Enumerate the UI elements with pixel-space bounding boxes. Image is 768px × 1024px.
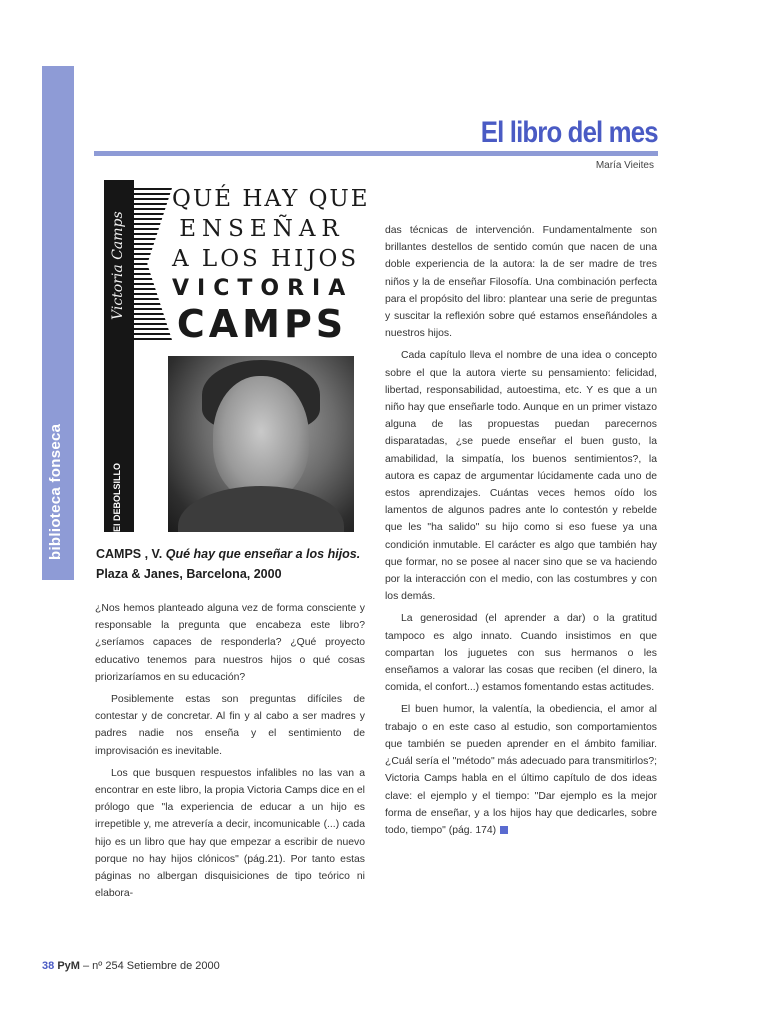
book-caption — [96, 544, 376, 584]
paragraph — [385, 701, 657, 839]
article-author: María Vieites — [595, 160, 654, 171]
caption-title: Qué hay que enseñar a los hijos. — [165, 547, 361, 561]
cover-title-line-3: A LOS HIJOS — [172, 246, 360, 272]
cover-title-line-1: QUÉ HAY QUE — [172, 186, 370, 212]
paragraph: Cada capítulo lleva el nombre de una idea o concepto sobre el que la autora vierte su pensamiento: felicidad, libertad, responsabilidad, autoestima, etc. Y es que a un niño hay que enseñarle todo. Aunque en un primer vistazo alguna de las propuestas puedan parecernos disparatadas, ¿se puede enseñar el buen gusto, la amabilidad, la simpatía, los buenos sentimientos?, la autora es capaz de argumentar lúcidamente cada uno de estos aprendizajes. Cuántas veces hemos oído los lamentos de algunos padres ante lo contestón y rebelde que les "ha salido" su hijo como si eso fuese ya una condición inmutable. El carácter es algo que también hay que formar, no se posee al nacer sino que se va haciendo por la interacción con el medio, con las costumbres y con los demás. — [385, 350, 657, 603]
magazine-name: PyM — [57, 960, 80, 972]
issue-info: – nº 254 Setiembre de 2000 — [83, 960, 220, 972]
portrait-shoulders — [178, 486, 344, 532]
caption-publisher: Plaza & Janes, Barcelona, 2000 — [96, 567, 282, 581]
page-footer — [42, 960, 220, 972]
paragraph-text: El buen humor, la valentía, la obediencia, el amor al trabajo o en este caso al estudio, son comportamientos que también se pueden aprender en el ámbito familiar. ¿Cuál sería el "método" más adecuado para transmitirlos?; Victoria Camps habla en el último capítulo de dos ideas clave: el ejemplo y el tiempo: "Dar ejemplo es la mejor forma de enseñar, y a los hijos hay que dedicarles, sobre todo, tiempo" (pág. 174) — [385, 704, 657, 836]
cover-author-first: VICTORIA — [172, 276, 354, 301]
cover-author-last: CAMPS — [176, 302, 348, 346]
section-title: El libro del mes — [481, 116, 658, 149]
cover-comb-decoration — [134, 188, 172, 340]
paragraph: La generosidad (el aprender a dar) o la gratitud tampoco es algo innato. Cuando insistimos en que compartan los juguetes con sus hermanos o les enseñamos a valorar las cosas que reciben (el dinero, la comida, el confort...) estamos fomentando estas actitudes. — [385, 613, 657, 694]
spine-publisher-text: El DEBOLSILLO — [112, 462, 122, 532]
paragraph: Posiblemente estas son preguntas difíciles de contestar y de concretar. Al fin y al cabo a ser madres y padres nadie nos enseña y el sentimiento de improvisación es inevitable. — [95, 694, 365, 757]
caption-author: CAMPS , V. — [96, 547, 163, 561]
paragraph: ¿Nos hemos planteado alguna vez de forma consciente y responsable la pregunta que encabeza este libro? ¿seríamos capaces de responderla? ¿Qué proyecto educativo tenemos para nuestros hijos o qué cosas priorizaríamos en su educación? — [95, 603, 365, 683]
article-column-right — [385, 222, 657, 844]
paragraph: Los que busquen respuestos infalibles no las van a encontrar en este libro, la propia Victoria Camps dice en el prólogo que "la experiencia de educar a un hijo es irrepetible y, me atrevería a decir, incomunicable (...) cada hijo es un libro que hay que empezar a escribir de nuevo porque no hay hijos clónicos" (pág.21). Por tanto estas páginas no albergan disquisiciones de tipo teórico ni elabora- — [95, 767, 365, 900]
header-rule — [94, 151, 658, 156]
sidebar-label-text: biblioteca fonseca — [47, 423, 64, 560]
page-number: 38 — [42, 960, 55, 972]
article-column-left — [95, 600, 365, 907]
end-mark-icon — [500, 826, 508, 834]
book-cover — [104, 180, 370, 532]
cover-title-line-2: ENSEÑAR — [179, 216, 345, 242]
author-portrait — [168, 356, 354, 532]
portrait-face — [213, 376, 309, 500]
paragraph: das técnicas de intervención. Fundamentalmente son brillantes destellos de sentido común que nacen de una doble experiencia de la autora: la de ser madre de tres niños y la de enseñar Filosofía. Una combinación perfecta para el propósito del libro: plantear una serie de preguntas y suscitar la reflexión sobre qué estamos enseñándoles a nuestros hijos. — [385, 225, 657, 340]
spine-script-text: Victoria Camps — [110, 211, 126, 320]
